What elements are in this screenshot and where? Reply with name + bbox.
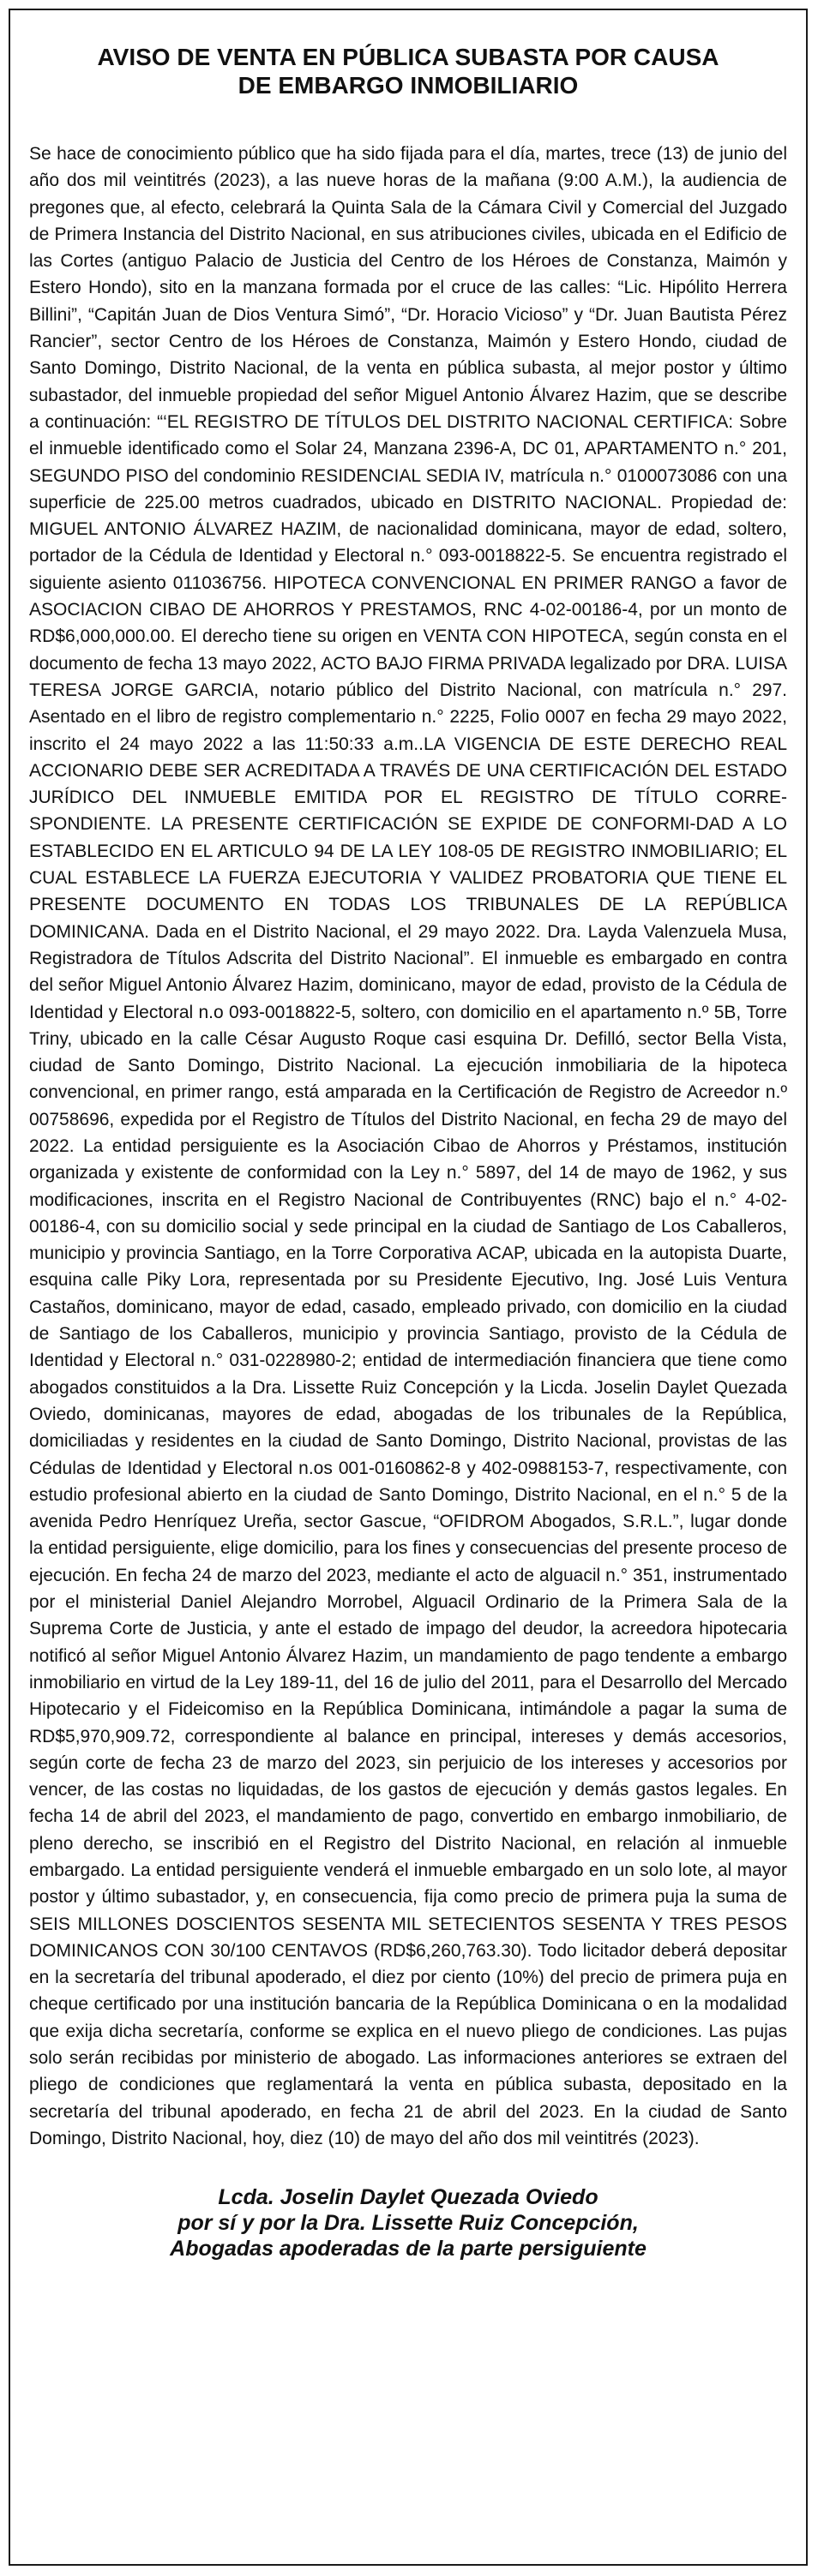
- notice-body: Se hace de conocimiento público que ha sido fijada para el día, martes, trece (13) de junio del año dos mil veintitrés (2023), a las nueve horas de la mañana (9:00 A.M.), la audiencia de pregones que, al efecto, celebrará la Quinta Sala de la Cámara Civil y Comercial del Juzgado de Primera Instancia del Distrito Nacional, en sus atribuciones civiles, ubicada en el Edificio de las Cortes (antiguo Palacio de Justicia del Centro de los Héroes de Constanza, Maimón y Estero Hondo), sito en la manzana formada por el cruce de las calles: “Lic. Hipólito Herrera Billini”, “Capitán Juan de Dios Ventura Simó”, “Dr. Horacio Vicioso” y “Dr. Juan Bautista Pérez Rancier”, sector Centro de los Héroes de Constanza, Maimón y Estero Hondo, ciudad de Santo Domingo, Distrito Nacional, de la venta en pública subasta, al mejor postor y último subastador, del inmueble propiedad del señor Miguel Antonio Álvarez Hazim, que se describe a continuación: “‘EL REGISTRO DE TÍTULOS DEL DISTRITO NACIONAL CERTIFICA: Sobre el inmueble identificado como el Solar 24, Manzana 2396-A, DC 01, APARTAMENTO n.° 201, SEGUNDO PISO del condominio RESIDENCIAL SEDIA IV, matrícula n.° 0100073086 con una superficie de 225.00 metros cuadrados, ubicado en DISTRITO NACIONAL. Propiedad de: MIGUEL ANTONIO ÁLVAREZ HAZIM, de nacionalidad dominicana, mayor de edad, soltero, portador de la Cédula de Identidad y Electoral n.° 093-0018822-5. Se encuentra registrado el siguiente asiento 011036756. HIPOTECA CONVENCIONAL EN PRIMER RANGO a favor de ASOCIACION CIBAO DE AHORROS Y PRESTAMOS, RNC 4-02-00186-4, por un monto de RD$6,000,000.00. El derecho tiene su origen en VENTA CON HIPOTECA, según consta en el documento de fecha 13 mayo 2022, ACTO BAJO FIRMA PRIVADA legalizado por DRA. LUISA TERESA JORGE GARCIA, notario público del Distrito Nacional, con matrícula n.° 297. Asentado en el libro de registro complementario n.° 2225, Folio 0007 en fecha 29 mayo 2022, inscrito el 24 mayo 2022 a las 11:50:33 a.m..LA VIGENCIA DE ESTE DERECHO REAL ACCIONARIO DEBE SER ACREDITADA A TRAVÉS DE UNA CERTIFICACIÓN DEL ESTADO JURÍDICO DEL INMUEBLE EMITIDA POR EL REGISTRO DE TÍTULO CORRE-SPONDIENTE. LA PRESENTE CERTIFICACIÓN SE EXPIDE DE CONFORMI-DAD A LO ESTABLECIDO EN EL ARTICULO 94 DE LA LEY 108-05 DE REGISTRO INMOBILIARIO; EL CUAL ESTABLECE LA FUERZA EJECUTORIA Y VALIDEZ PROBATORIA QUE TIENE EL PRESENTE DOCUMENTO EN TODAS LOS TRIBUNALES DE LA REPÚBLICA DOMINICANA. Dada en el Distrito Nacional, el 29 mayo 2022. Dra. Layda Valenzuela Musa, Registradora de Títulos Adscrita del Distrito Nacional”. El inmueble es embargado en contra del señor Miguel Antonio Álvarez Hazim, dominicano, mayor de edad, provisto de la Cédula de Identidad y Electoral n.o 093-0018822-5, soltero, con domicilio en el apartamento n.º 5B, Torre Triny, ubicado en la calle César Augusto Roque casi esquina Dr. Defilló, sector Bella Vista, ciudad de Santo Domingo, Distrito Nacional. La ejecución inmobiliaria de la hipoteca convencional, en primer rango, está amparada en la Certificación de Registro de Acreedor n.º 00758696, expedida por el Registro de Títulos del Distrito Nacional, en fecha 29 de mayo del 2022. La entidad persiguiente es la Asociación Cibao de Ahorros y Préstamos, institución organizada y existente de conformidad con la Ley n.° 5897, del 14 de mayo de 1962, y sus modificaciones, inscrita en el Registro Nacional de Contribuyentes (RNC) bajo el n.° 4-02-00186-4, con su domicilio social y sede principal en la ciudad de Santiago de Los Caballeros, municipio y provincia Santiago, en la Torre Corporativa ACAP, ubicada en la autopista Duarte, esquina calle Piky Lora, representada por su Presidente Ejecutivo, Ing. José Luis Ventura Castaños, dominicano, mayor de edad, casado, empleado privado, con domicilio en la ciudad de Santiago de los Caballeros, municipio y provincia Santiago, provisto de la Cédula de Identidad y Electoral n.° 031-0228980-2; entidad de intermediación financiera que tiene como abogados constituidos a la Dra. Lissette Ruiz Concepción y la Licda. Joselin Daylet Quezada Oviedo, dominicanas, mayores de edad, abogadas de los tribunales de la República, domiciliadas y residentes en la ciudad de Santo Domingo, Distrito Nacional, provistas de las Cédulas de Identidad y Electoral n.os 001-0160862-8 y 402-0988153-7, respectivamente, con estudio profesional abierto en la ciudad de Santo Domingo, Distrito Nacional, en el n.° 5 de la avenida Pedro Henríquez Ureña, sector Gascue, “OFIDROM Abogados, S.R.L.”, lugar donde la entidad persiguiente, elige domicilio, para los fines y consecuencias del presente proceso de ejecución. En fecha 24 de marzo del 2023, mediante el acto de alguacil n.° 351, instrumentado por el ministerial Daniel Alejandro Morrobel, Alguacil Ordinario de la Primera Sala de la Suprema Corte de Justicia, y ante el estado de impago del deudor, la acreedora hipotecaria notificó al señor Miguel Antonio Álvarez Hazim, un mandamiento de pago tendente a embargo inmobiliario en virtud de la Ley 189-11, del 16 de julio del 2011, para el Desarrollo del Mercado Hipotecario y el Fideicomiso en la República Dominicana, intimándole a pagar la suma de RD$5,970,909.72, correspondiente al balance en principal, intereses y demás accesorios, según corte de fecha 23 de marzo del 2023, sin perjuicio de los intereses y accesorios por vencer, de las costas no liquidadas, de los gastos de ejecución y demás gastos legales. En fecha 14 de abril del 2023, el mandamiento de pago, convertido en embargo inmobiliario, de pleno derecho, se inscribió en el Registro del Distrito Nacional, en relación al inmueble embargado. La entidad persiguiente venderá el inmueble embargado en un solo lote, al mayor postor y último subastador, y, en consecuencia, fija como precio de primera puja la suma de SEIS MILLONES DOSCIENTOS SESENTA MIL SETECIENTOS SESENTA Y TRES PESOS DOMINICANOS CON 30/100 CENTAVOS (RD$6,260,763.30). Todo licitador deberá depositar en la secretaría del tribunal apoderado, el diez por ciento (10%) del precio de primera puja en cheque certificado por una institución bancaria de la República Dominicana o en la modalidad que exija dicha secretaría, conforme se explica en el nuevo pliego de condiciones. Las pujas solo serán recibidas por ministerio de abogado. Las informaciones anteriores se extraen del pliego de condiciones que reglamentará la venta en pública subasta, depositado en la secretaría del tribunal apoderado, en fecha 21 de abril del 2023. En la ciudad de Santo Domingo, Distrito Nacional, hoy, diez (10) de mayo del año dos mil veintitrés (2023).: [29, 144, 787, 2148]
- signature-line-3: Abogadas apoderadas de la parte persiguiente: [170, 2237, 647, 2261]
- signature-block: [29, 2184, 787, 2261]
- signature-line-2: por sí y por la Dra. Lissette Ruiz Concepción,: [177, 2211, 639, 2236]
- notice-title-line-2: DE EMBARGO INMOBILIARIO: [238, 72, 579, 99]
- notice-title: [29, 43, 787, 99]
- notice-title-line-1: AVISO DE VENTA EN PÚBLICA SUBASTA POR CAUSA: [97, 44, 719, 70]
- legal-notice: [9, 9, 808, 2566]
- signature-line-1: Lcda. Joselin Daylet Quezada Oviedo: [218, 2185, 598, 2210]
